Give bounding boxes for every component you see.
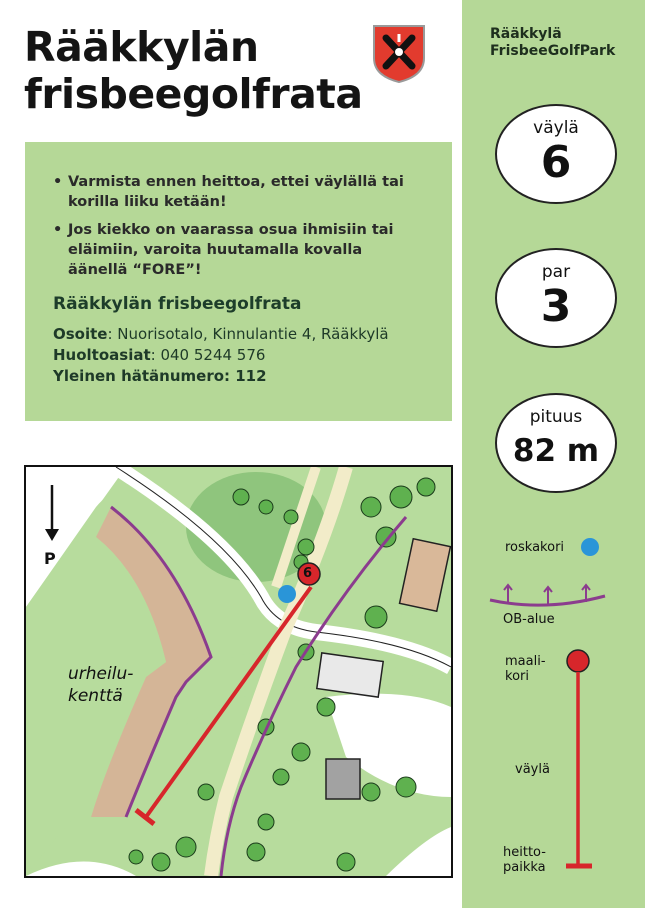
park-name bbox=[490, 26, 615, 60]
maintenance-line bbox=[53, 345, 432, 366]
safety-rule: • Jos kiekko on vaarassa osua ihmisiin tai eläimiin, varoita huutamalla kovalla äänellä “FORE”! bbox=[53, 220, 418, 280]
legend-basket-line-2: kori bbox=[505, 669, 529, 684]
maintenance-value: : 040 5244 576 bbox=[150, 346, 266, 364]
par-label: par bbox=[541, 262, 571, 282]
legend-tee-line-2: paikka bbox=[503, 860, 546, 875]
emergency-number: Yleinen hätänumero: 112 bbox=[53, 367, 267, 385]
title-line-2: frisbeegolfrata bbox=[24, 70, 363, 118]
north-label: P bbox=[44, 549, 56, 568]
address-label: Osoite bbox=[53, 325, 108, 343]
basket-icon bbox=[567, 650, 589, 672]
legend-basket-line-1: maali- bbox=[505, 654, 546, 669]
legend-basket-label bbox=[505, 654, 546, 684]
hole-number-badge bbox=[495, 104, 617, 204]
emergency-line bbox=[53, 366, 432, 387]
course-name: Rääkkylän frisbeegolfrata bbox=[53, 294, 302, 314]
field-label bbox=[68, 663, 133, 707]
trash-bin-icon bbox=[581, 538, 599, 556]
course-map bbox=[24, 465, 453, 878]
park-name-line-1: Rääkkylä bbox=[490, 26, 562, 42]
legend-ob-label: OB-alue bbox=[503, 612, 555, 627]
hole-number-label: väylä bbox=[533, 118, 579, 138]
field-label-line-1: urheilu- bbox=[68, 664, 134, 684]
safety-rules bbox=[53, 172, 432, 280]
par-value: 3 bbox=[540, 281, 572, 332]
legend-tee-label bbox=[503, 845, 546, 875]
maintenance-label: Huoltoasiat bbox=[53, 346, 151, 364]
hole-number-value: 6 bbox=[540, 137, 572, 188]
page-title bbox=[24, 24, 363, 118]
legend-fairway-label: väylä bbox=[515, 762, 550, 777]
legend-tee-line-1: heitto- bbox=[503, 845, 546, 860]
building bbox=[326, 759, 360, 799]
length-label: pituus bbox=[529, 407, 583, 427]
par-badge bbox=[495, 248, 617, 348]
address-value: : Nuorisotalo, Kinnulantie 4, Rääkkylä bbox=[107, 325, 389, 343]
field-label-line-2: kenttä bbox=[68, 686, 123, 706]
map-legend-symbols bbox=[480, 530, 630, 880]
legend-trash-label: roskakori bbox=[505, 540, 565, 555]
safety-rule: • Varmista ennen heittoa, ettei väylällä tai korilla liiku ketään! bbox=[53, 172, 418, 212]
length-value: 82 m bbox=[512, 433, 600, 469]
park-name-line-2: FrisbeeGolfPark bbox=[490, 43, 616, 59]
trash-bin-marker bbox=[278, 585, 296, 603]
address-line bbox=[53, 324, 432, 345]
title-line-1: Rääkkylän bbox=[24, 23, 259, 71]
safety-info-panel bbox=[25, 142, 452, 421]
coat-of-arms-icon bbox=[372, 24, 426, 84]
hole-marker-label: 6 bbox=[303, 566, 313, 581]
building bbox=[317, 653, 383, 697]
length-badge bbox=[495, 393, 617, 493]
